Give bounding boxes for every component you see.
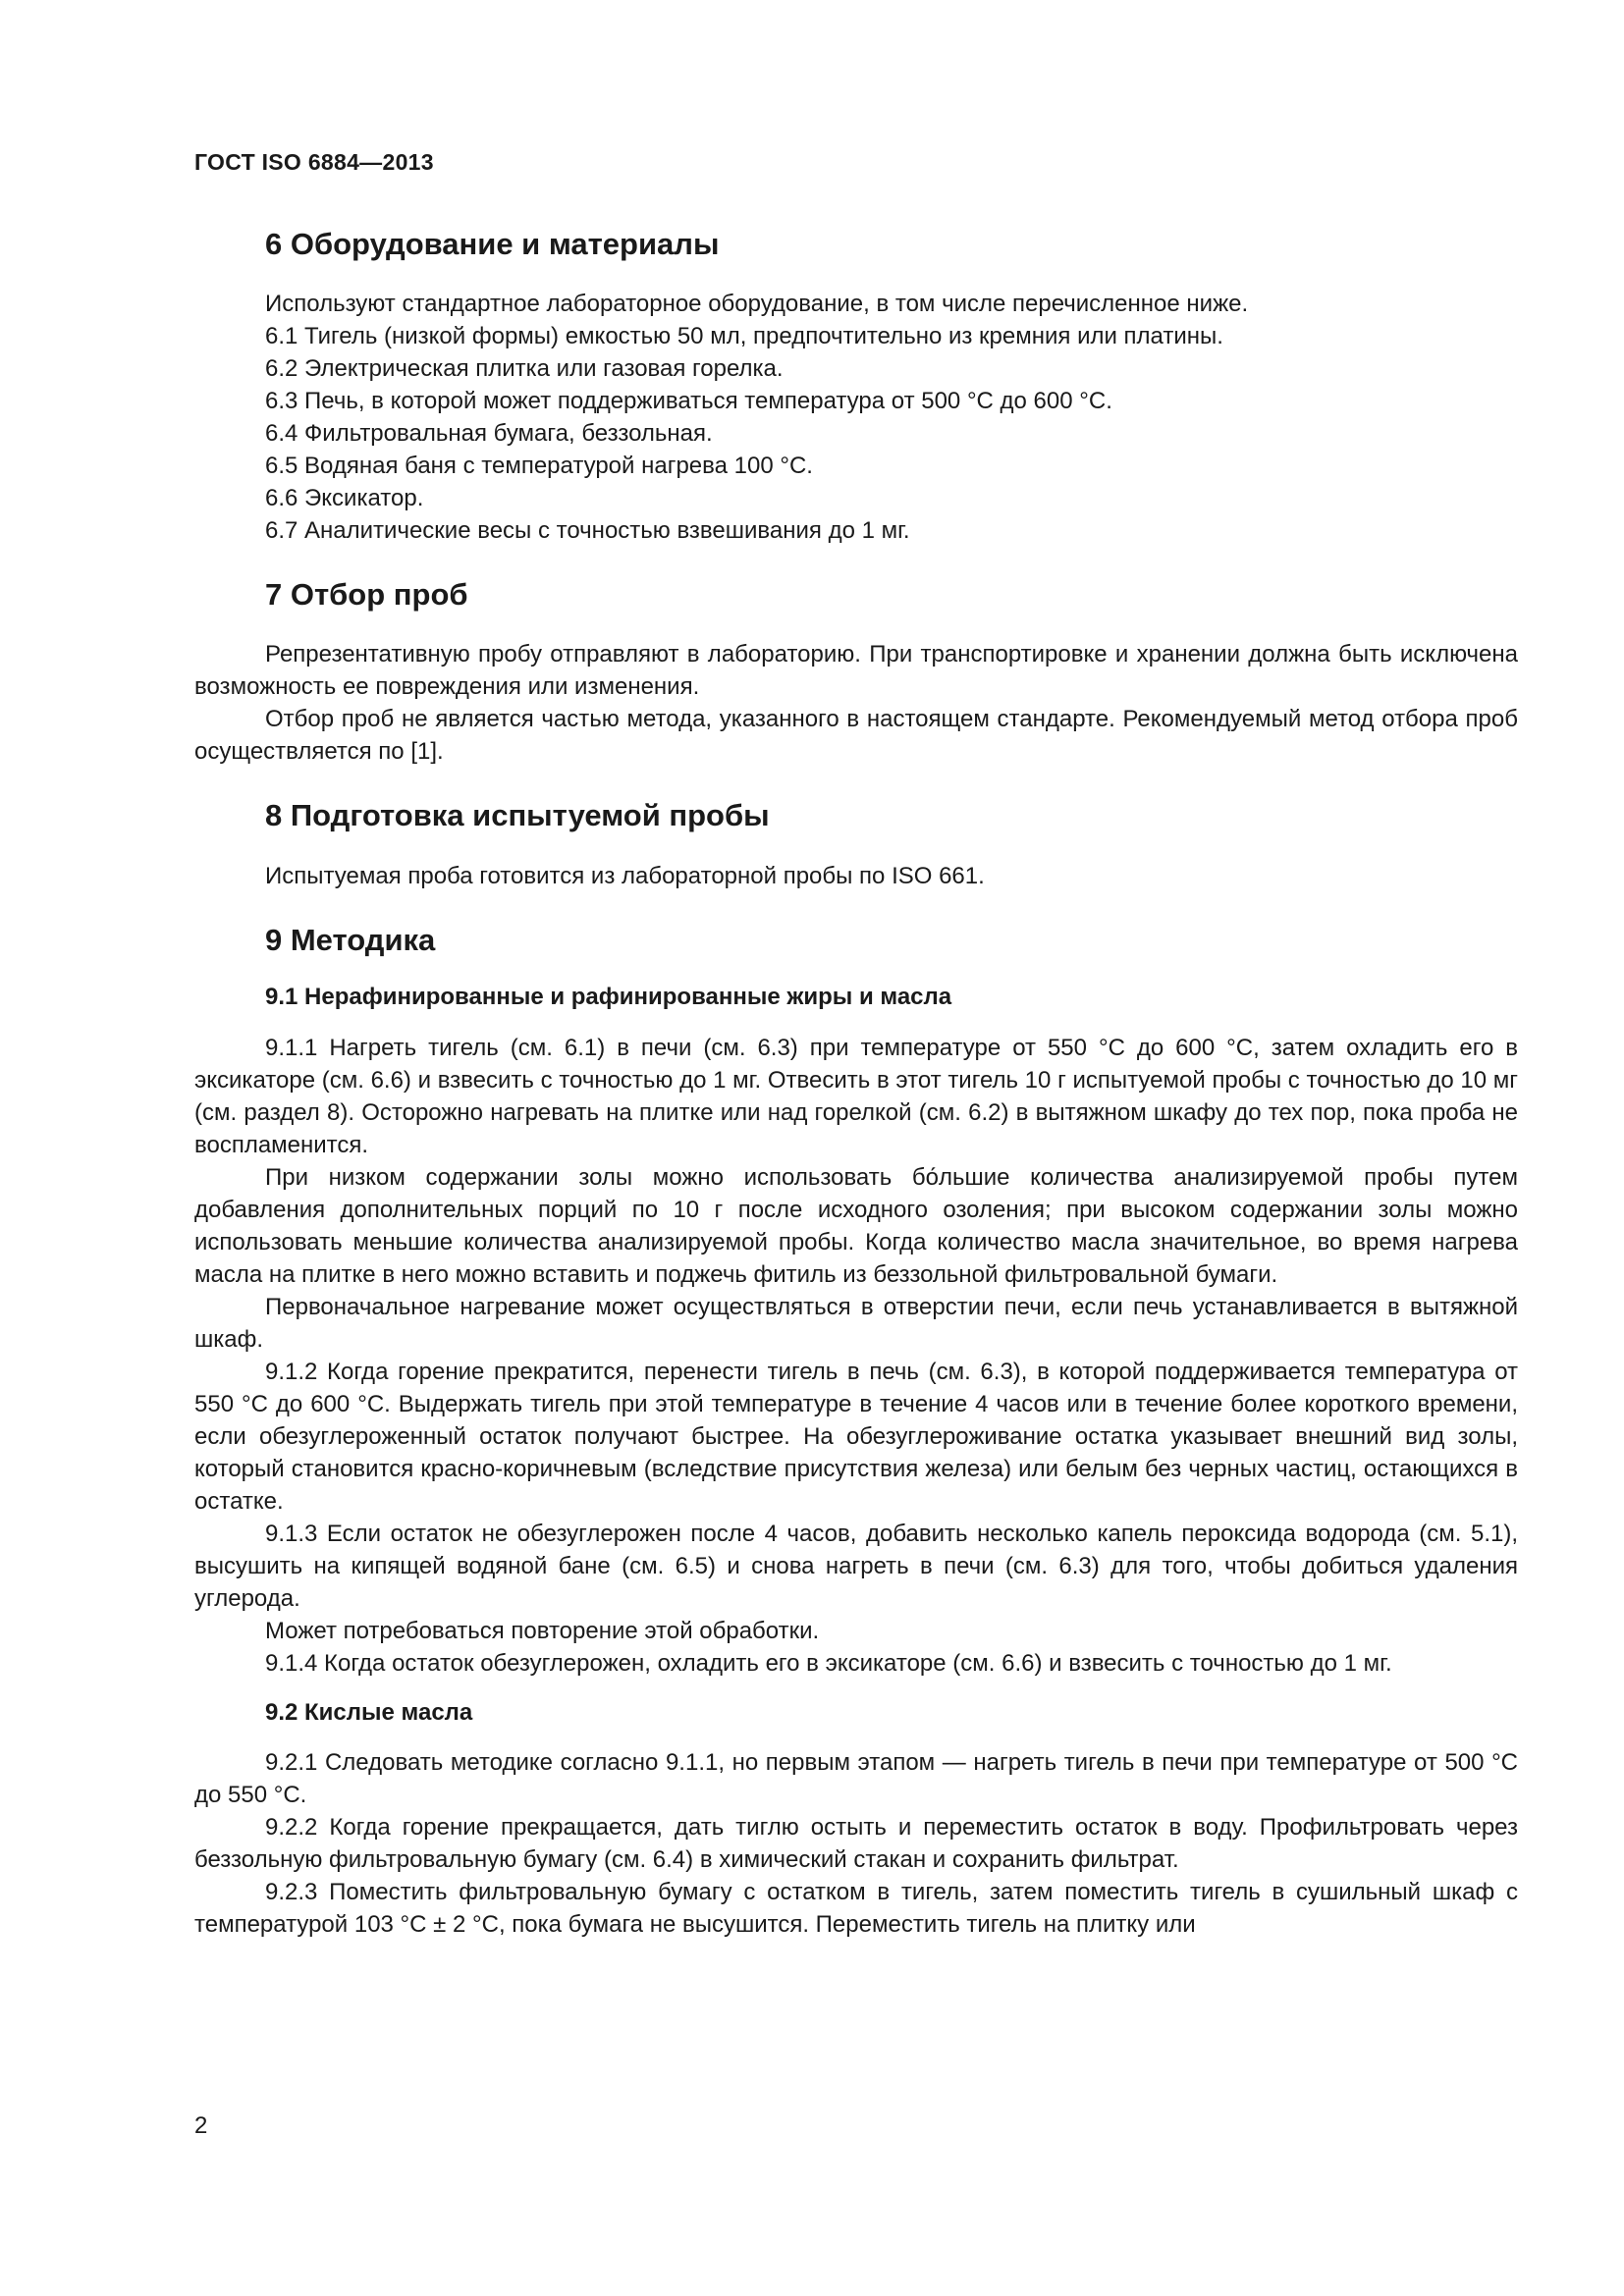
equipment-item: 6.3 Печь, в которой может поддерживаться температура от 500 °С до 600 °С. — [265, 388, 1112, 415]
section-6-title: 6 Оборудование и материалы — [265, 227, 720, 261]
subsection-9-2-title: 9.2 Кислые масла — [265, 1698, 473, 1726]
procedure-paragraph: При низком содержании золы можно использовать бо́льшие количества анализируемой пробы путем добавления дополнительных порций по 10 г после исходного озоления; при высоком содержании золы можно использовать меньшие количества анализируемой пробы. Когда количество масла значительное, во время нагрева масла на плитке в него можно вставить и поджечь фитиль из беззольной фильтровальной бумаги. — [194, 1163, 1518, 1288]
document-body — [194, 226, 1518, 1941]
procedure-paragraph: Первоначальное нагревание может осуществляться в отверстии печи, если печь устанавливается в вытяжной шкаф. — [194, 1293, 1518, 1353]
equipment-item: 6.1 Тигель (низкой формы) емкостью 50 мл, предпочтительно из кремния или платины. — [265, 323, 1223, 350]
section-8-title: 8 Подготовка испытуемой пробы — [265, 798, 770, 833]
procedure-paragraph: 9.1.4 Когда остаток обезуглерожен, охладить его в эксикаторе (см. 6.6) и взвесить с точностью до 1 мг. — [265, 1649, 1392, 1677]
procedure-paragraph: 9.2.1 Следовать методике согласно 9.1.1, но первым этапом — нагреть тигель в печи при температуре от 500 °С до 550 °С. — [194, 1749, 1518, 1809]
section-7-paragraph: Репрезентативную пробу отправляют в лабораторию. При транспортировке и хранении должна быть исключена возможность ее повреждения или изменения. — [194, 641, 1518, 701]
procedure-paragraph: 9.2.2 Когда горение прекращается, дать тиглю остыть и переместить остаток в воду. Профильтровать через беззольную фильтровальную бумагу (см. 6.4) в химический стакан и сохранить фильтрат. — [194, 1814, 1518, 1874]
page-number: 2 — [194, 2112, 208, 2139]
procedure-paragraph: 9.1.3 Если остаток не обезуглерожен после 4 часов, добавить несколько капель пероксида водорода (см. 5.1), высушить на кипящей водяной бане (см. 6.5) и снова нагреть в печи (см. 6.3) для того, чтобы добиться удаления углерода. — [194, 1520, 1518, 1612]
procedure-paragraph: 9.2.3 Поместить фильтровальную бумагу с остатком в тигель, затем поместить тигель в сушильный шкаф с температурой 103 °С ± 2 °С, пока бумага не высушится. Переместить тигель на плитку или — [194, 1879, 1518, 1939]
section-7-paragraph: Отбор проб не является частью метода, указанного в настоящем стандарте. Рекомендуемый метод отбора проб осуществляется по [1]. — [194, 706, 1518, 766]
section-7-title: 7 Отбор проб — [265, 577, 468, 613]
equipment-item: 6.4 Фильтровальная бумага, беззольная. — [265, 420, 713, 448]
procedure-paragraph: 9.1.1 Нагреть тигель (см. 6.1) в печи (см. 6.3) при температуре от 550 °С до 600 °С, затем охладить его в эксикаторе (см. 6.6) и взвесить с точностью до 1 мг. Отвесить в этот тигель 10 г испытуемой пробы с точностью до 10 мг (см. раздел 8). Осторожно нагревать на плитке или над горелкой (см. 6.2) в вытяжном шкафу до тех пор, пока проба не воспламенится. — [194, 1034, 1518, 1158]
section-8-paragraph: Испытуемая проба готовится из лабораторной пробы по ISO 661. — [265, 862, 985, 889]
equipment-item: 6.2 Электрическая плитка или газовая горелка. — [265, 355, 784, 383]
procedure-paragraph: Может потребоваться повторение этой обработки. — [265, 1617, 820, 1644]
equipment-item: 6.7 Аналитические весы с точностью взвешивания до 1 мг. — [265, 517, 910, 545]
equipment-item: 6.5 Водяная баня с температурой нагрева 100 °С. — [265, 453, 813, 480]
equipment-item: 6.6 Эксикатор. — [265, 485, 424, 512]
section-6-list — [265, 288, 1518, 547]
document-code: ГОСТ ISO 6884—2013 — [194, 149, 434, 175]
procedure-paragraph: 9.1.2 Когда горение прекратится, перенести тигель в печь (см. 6.3), в которой поддерживается температура от 550 °С до 600 °С. Выдержать тигель при этой температуре в течение 4 часов или в течение более короткого времени, если обезуглероженный остаток получают быстрее. На обезуглероживание остатка указывает внешний вид золы, который становится красно-коричневым (вследствие присутствия железа) или белым без черных частиц, остающихся в остатке. — [194, 1358, 1518, 1515]
section-9-title: 9 Методика — [265, 922, 436, 957]
section-6-intro: Используют стандартное лабораторное оборудование, в том числе перечисленное ниже. — [265, 291, 1249, 318]
subsection-9-1-title: 9.1 Нерафинированные и рафинированные жиры и масла — [265, 983, 952, 1010]
